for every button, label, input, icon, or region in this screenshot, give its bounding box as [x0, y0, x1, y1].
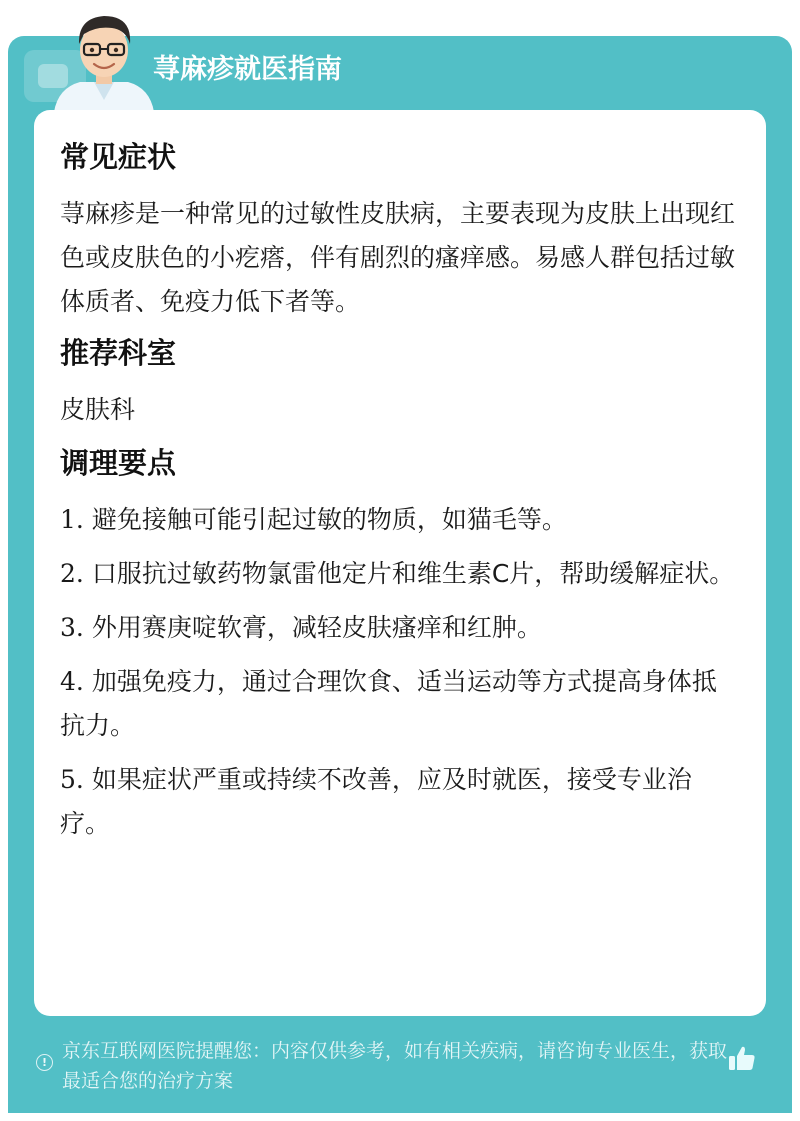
care-item — [60, 552, 740, 596]
care-item-text: 如果症状严重或持续不改善，应及时就医，接受专业治疗。 — [60, 765, 692, 838]
care-item-number: 2. — [60, 559, 84, 588]
care-list — [60, 498, 740, 846]
care-item — [60, 606, 740, 650]
thumbs-up-icon[interactable] — [726, 1042, 758, 1074]
section-title-department: 推荐科室 — [60, 336, 177, 370]
care-item-number: 5. — [60, 765, 84, 794]
care-item-text: 口服抗过敏药物氯雷他定片和维生素C片，帮助缓解症状。 — [91, 559, 735, 588]
content-card — [34, 110, 766, 1016]
doctor-avatar — [44, 4, 164, 112]
care-item-number: 4. — [60, 667, 84, 696]
care-item — [60, 758, 740, 846]
care-item — [60, 660, 740, 748]
care-item-text: 避免接触可能引起过敏的物质，如猫毛等。 — [91, 505, 567, 534]
info-icon: ! — [36, 1054, 53, 1071]
care-item-text: 加强免疫力，通过合理饮食、适当运动等方式提高身体抵抗力。 — [60, 667, 717, 740]
care-item-number: 1. — [60, 505, 84, 534]
section-title-care: 调理要点 — [60, 446, 177, 480]
care-item-number: 3. — [60, 613, 84, 642]
footer-disclaimer — [36, 1036, 736, 1096]
department-text: 皮肤科 — [60, 395, 136, 424]
care-item-text: 外用赛庚啶软膏，减轻皮肤瘙痒和红肿。 — [91, 613, 542, 642]
section-title-symptoms: 常见症状 — [60, 140, 177, 174]
care-item — [60, 498, 740, 542]
page-title: 荨麻疹就医指南 — [153, 54, 342, 85]
disclaimer-text: 京东互联网医院提醒您：内容仅供参考，如有相关疾病，请咨询专业医生，获取最适合您的治疗方案 — [62, 1040, 728, 1092]
symptoms-text: 荨麻疹是一种常见的过敏性皮肤病，主要表现为皮肤上出现红色或皮肤色的小疙瘩，伴有剧烈的瘙痒感。易感人群包括过敏体质者、免疫力低下者等。 — [60, 199, 736, 316]
